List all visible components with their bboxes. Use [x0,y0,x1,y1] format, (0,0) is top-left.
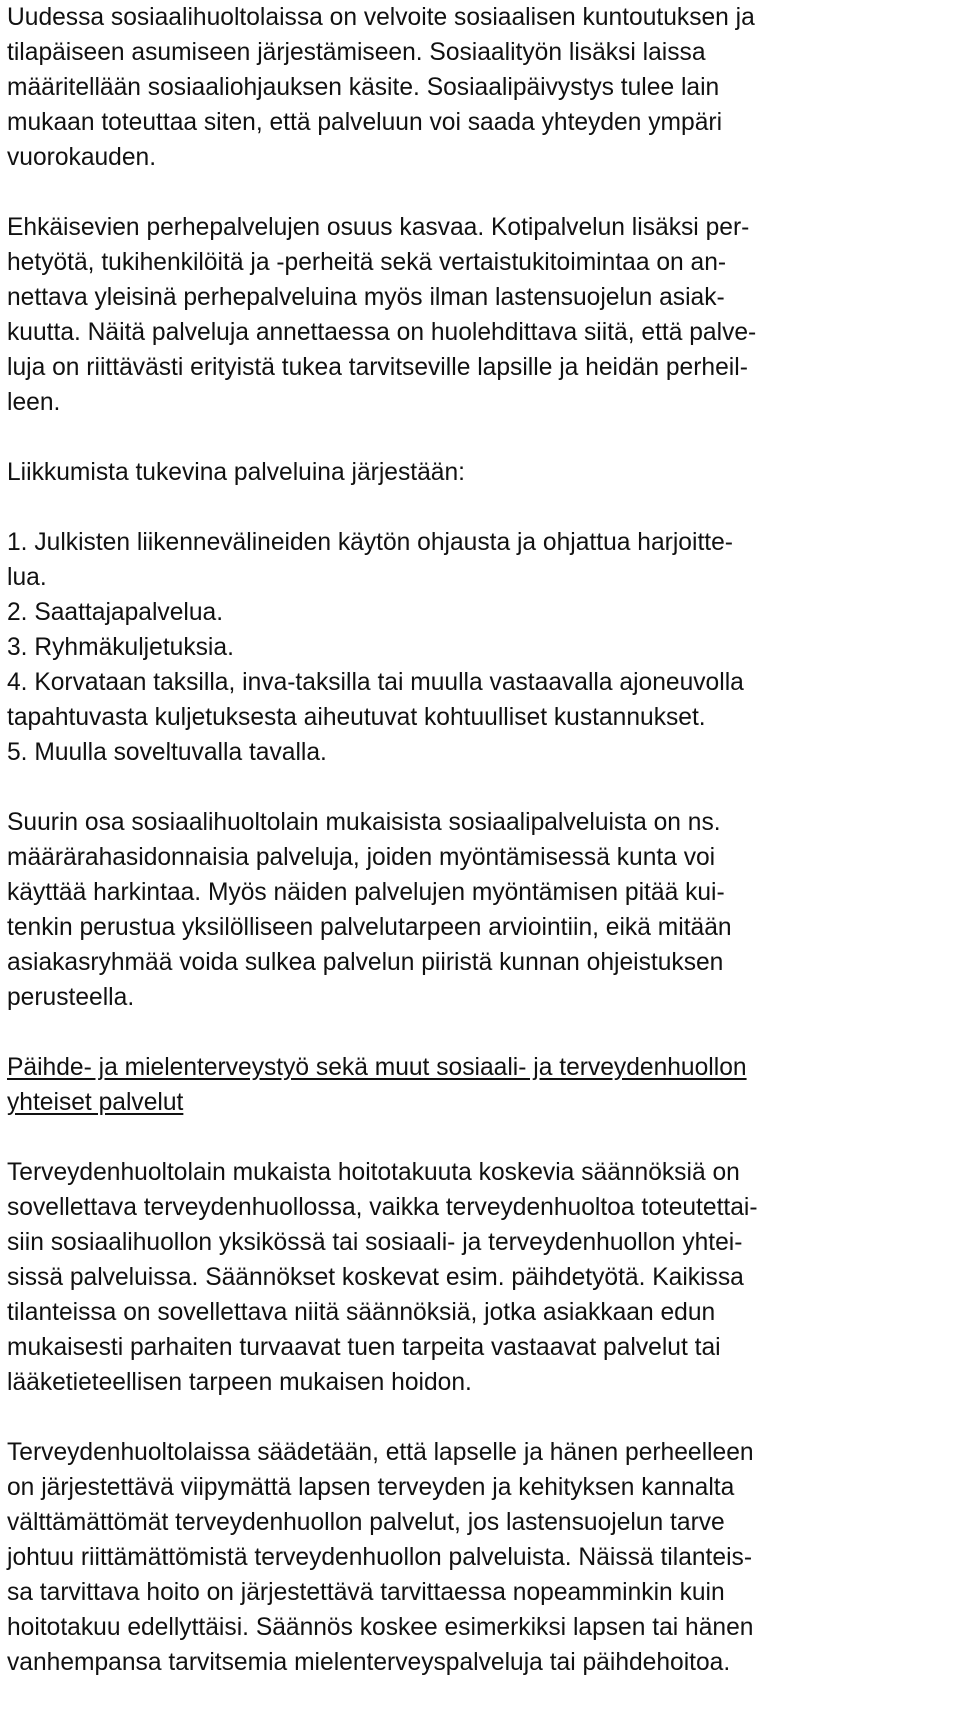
text-line: vanhempansa tarvitsemia mielenterveyspalveluja tai päihdehoitoa. [7,1649,731,1676]
text-line: vuorokauden. [7,144,157,171]
paragraph-care-guarantee [7,1155,946,1400]
paragraph-preventive-family-services [7,210,946,420]
list-item: lua. [7,564,47,591]
text-line: Terveydenhuoltolaissa säädetään, että lapselle ja hänen perheelleen [7,1439,754,1466]
paragraph-appropriation-services [7,805,946,1015]
text-line: johtuu riittämättömistä terveydenhuollon palveluista. Näissä tilanteis- [7,1544,753,1571]
text-line: mukaan toteuttaa siten, että palveluun voi saada yhteyden ympäri [7,109,723,136]
text-line: Suurin osa sosiaalihuoltolain mukaisista sosiaalipalveluista on ns. [7,809,721,836]
text-line: perusteella. [7,984,135,1011]
text-line: on järjestettävä viipymättä lapsen terveyden ja kehityksen kannalta [7,1474,735,1501]
text-line: sa tarvittava hoito on järjestettävä tarvittaessa nopeamminkin kuin [7,1579,725,1606]
text-line: siin sosiaalihuollon yksikössä tai sosiaali- ja terveydenhuollon yhtei- [7,1229,743,1256]
text-line: mukaisesti parhaiten turvaavat tuen tarpeita vastaavat palvelut tai [7,1334,721,1361]
text-line: tilanteissa on sovellettava niitä säännöksiä, jotka asiakkaan edun [7,1299,716,1326]
paragraph-gap [7,1400,946,1435]
text-line: lääketieteellisen tarpeen mukaisen hoidon. [7,1369,472,1396]
paragraph-gap [7,1015,946,1050]
list-item: tapahtuvasta kuljetuksesta aiheutuvat kohtuulliset kustannukset. [7,704,706,731]
text-line: sissä palveluissa. Säännökset koskevat esim. päihdetyötä. Kaikissa [7,1264,744,1291]
text-line: leen. [7,389,61,416]
text-line: välttämättömät terveydenhuollon palvelut, jos lastensuojelun tarve [7,1509,725,1536]
paragraph-gap [7,175,946,210]
heading-line: Päihde- ja mielenterveystyö sekä muut sosiaali- ja terveydenhuollon [7,1054,747,1081]
paragraph-mobility-intro [7,455,946,490]
list-item: 1. Julkisten liikennevälineiden käytön ohjausta ja ohjattua harjoitte- [7,529,733,556]
list-item: 5. Muulla soveltuvalla tavalla. [7,739,327,766]
heading-line: yhteiset palvelut [7,1089,184,1116]
text-line: Liikkumista tukevina palveluina järjestään: [7,459,465,486]
paragraph-gap [7,770,946,805]
list-item: 4. Korvataan taksilla, inva-taksilla tai muulla vastaavalla ajoneuvolla [7,669,744,696]
text-line: määritellään sosiaaliohjauksen käsite. Sosiaalipäivystys tulee lain [7,74,720,101]
text-line: kuutta. Näitä palveluja annettaessa on huolehdittava siitä, että palve- [7,319,757,346]
paragraph-gap [7,1120,946,1155]
text-line: Uudessa sosiaalihuoltolaissa on velvoite sosiaalisen kuntoutuksen ja [7,4,755,31]
text-line: hoitotakuu edellyttäisi. Säännös koskee esimerkiksi lapsen tai hänen [7,1614,754,1641]
text-line: nettava yleisinä perhepalveluina myös ilman lastensuojelun asiak- [7,284,725,311]
list-item: 3. Ryhmäkuljetuksia. [7,634,234,661]
text-line: käyttää harkintaa. Myös näiden palvelujen myöntämisen pitää kui- [7,879,725,906]
text-line: tenkin perustua yksilölliseen palvelutarpeen arviointiin, eikä mitään [7,914,732,941]
paragraph-gap [7,490,946,525]
text-line: määrärahasidonnaisia palveluja, joiden myöntämisessä kunta voi [7,844,716,871]
text-line: tilapäiseen asumiseen järjestämiseen. Sosiaalityön lisäksi laissa [7,39,706,66]
text-line: luja on riittävästi erityistä tukea tarvitseville lapsille ja heidän perheil- [7,354,748,381]
section-heading [7,1050,946,1120]
paragraph-gap [7,420,946,455]
text-line: Terveydenhuoltolain mukaista hoitotakuuta koskevia säännöksiä on [7,1159,740,1186]
mobility-services-list [7,525,946,770]
list-item: 2. Saattajapalvelua. [7,599,224,626]
text-line: asiakasryhmää voida sulkea palvelun piiristä kunnan ohjeistuksen [7,949,724,976]
paragraph-child-health-services [7,1435,946,1680]
text-line: hetyötä, tukihenkilöitä ja -perheitä sekä vertaistukitoimintaa on an- [7,249,727,276]
text-line: sovellettava terveydenhuollossa, vaikka terveydenhuoltoa toteutettai- [7,1194,758,1221]
paragraph-social-services-obligations [7,0,946,175]
text-line: Ehkäisevien perhepalvelujen osuus kasvaa. Kotipalvelun lisäksi per- [7,214,750,241]
